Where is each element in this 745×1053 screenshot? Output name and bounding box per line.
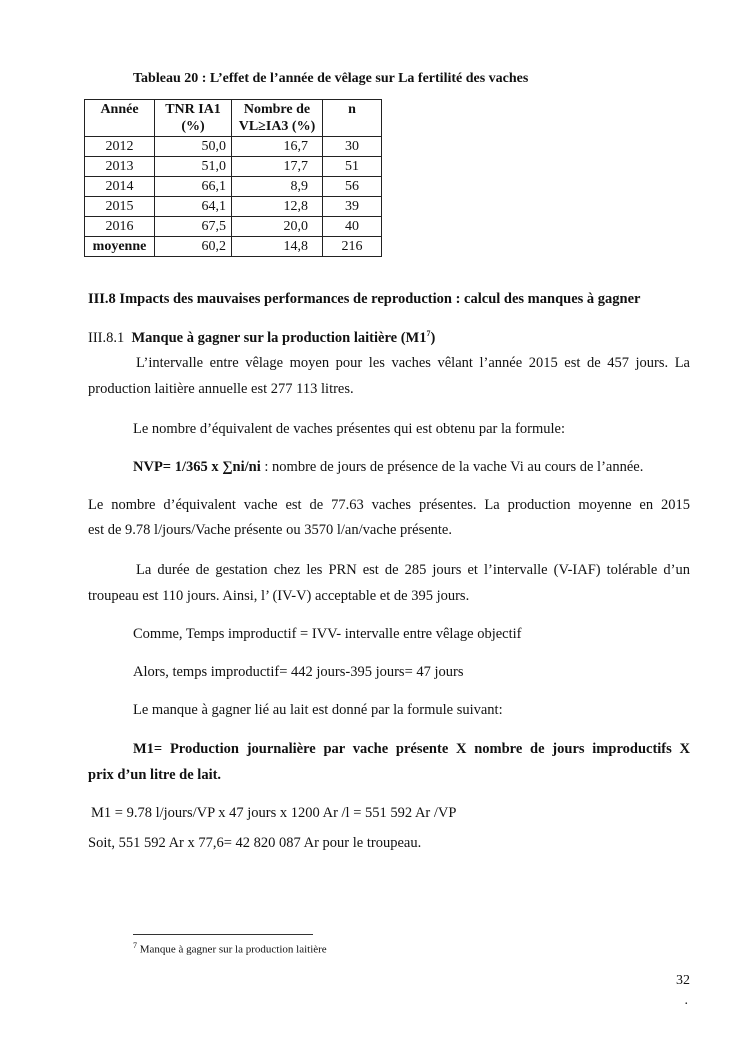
page-number: 32 [676,973,690,988]
cell-tnr: 64,1 [155,197,232,217]
cell-tnr: 50,0 [155,137,232,157]
formula-expression: NVP= 1/365 x ∑ni/ni [133,459,261,475]
paragraph-line: Le nombre d’équivalent vache est de 77.63 vaches présentes. La production moyenne en 2015 [88,497,690,513]
calculation-m1: M1 = 9.78 l/jours/VP x 47 jours x 1200 Ar /l = 551 592 Ar /VP [91,805,457,821]
cell-vl: 20,0 [232,217,323,237]
table-row [85,217,382,237]
cell-year: 2013 [85,157,155,177]
subsection-heading [88,329,690,347]
header-n: n [323,100,382,137]
cell-vl: 8,9 [232,177,323,197]
calculation-herd: Soit, 551 592 Ar x 77,6= 42 820 087 Ar pour le troupeau. [88,835,422,851]
header-tnr: TNR IA1 (%) [155,100,232,137]
cell-vl: 16,7 [232,137,323,157]
paragraph-line: est de 9.78 l/jours/Vache présente ou 3570 l/an/vache présente. [88,522,452,538]
cell-vl: 14,8 [232,237,323,257]
header-annee: Année [85,100,155,137]
paragraph: Comme, Temps improductif = IVV- intervalle entre vêlage objectif [133,626,522,642]
cell-year: 2016 [85,217,155,237]
section-heading: III.8 Impacts des mauvaises performances de reproduction : calcul des manques à gagner [88,291,641,307]
footnote [133,941,327,956]
paragraph-line: La durée de gestation chez les PRN est de 285 jours et l’intervalle (V-IAF) tolérable d’un [136,562,690,578]
paragraph-line: L’intervalle entre vêlage moyen pour les vaches vêlant l’année 2015 est de 457 jours. La [136,355,690,371]
formula-m1-line: M1= Production journalière par vache présente X nombre de jours improductifs X [133,741,690,757]
paragraph-line: production laitière annuelle est 277 113 litres. [88,381,354,397]
cell-year: 2014 [85,177,155,197]
paragraph: Le nombre d’équivalent de vaches présentes qui est obtenu par la formule: [133,421,566,437]
cell-n: 216 [323,237,382,257]
cell-n: 30 [323,137,382,157]
subsection-title: Manque à gagner sur la production laitière (M1 [131,329,427,346]
fertility-table [84,99,382,257]
cell-n: 39 [323,197,382,217]
page-dot: . [684,993,688,1008]
footnote-separator [133,934,313,935]
footnote-ref: 7 [426,329,431,338]
paragraph: Le manque à gagner lié au lait est donné par la formule suivant: [133,702,503,718]
table-row [85,177,382,197]
cell-n: 40 [323,217,382,237]
table-caption: Tableau 20 : L’effet de l’année de vêlage sur La fertilité des vaches [133,71,529,86]
paragraph: Alors, temps improductif= 442 jours-395 jours= 47 jours [133,664,464,680]
footnote-mark: 7 [133,941,137,950]
subsection-number: III.8.1 [88,329,125,346]
table-row [85,157,382,177]
formula-nvp [133,459,643,476]
cell-year: moyenne [85,237,155,257]
footnote-text: Manque à gagner sur la production laitière [137,943,327,956]
cell-tnr: 60,2 [155,237,232,257]
formula-m1-line: prix d’un litre de lait. [88,767,222,783]
table-header-row [85,100,382,137]
cell-vl: 12,8 [232,197,323,217]
cell-tnr: 67,5 [155,217,232,237]
cell-vl: 17,7 [232,157,323,177]
cell-year: 2015 [85,197,155,217]
cell-n: 56 [323,177,382,197]
paragraph-line: troupeau est 110 jours. Ainsi, l’ (IV-V) acceptable et de 395 jours. [88,588,470,604]
cell-tnr: 51,0 [155,157,232,177]
formula-description: : nombre de jours de présence de la vache Vi au cours de l’année. [260,459,644,475]
table-row [85,137,382,157]
cell-tnr: 66,1 [155,177,232,197]
table-row [85,197,382,217]
cell-year: 2012 [85,137,155,157]
table-row-average [85,237,382,257]
header-vl-ia3: Nombre de VL≥IA3 (%) [232,100,323,137]
subsection-close: ) [430,329,436,346]
cell-n: 51 [323,157,382,177]
